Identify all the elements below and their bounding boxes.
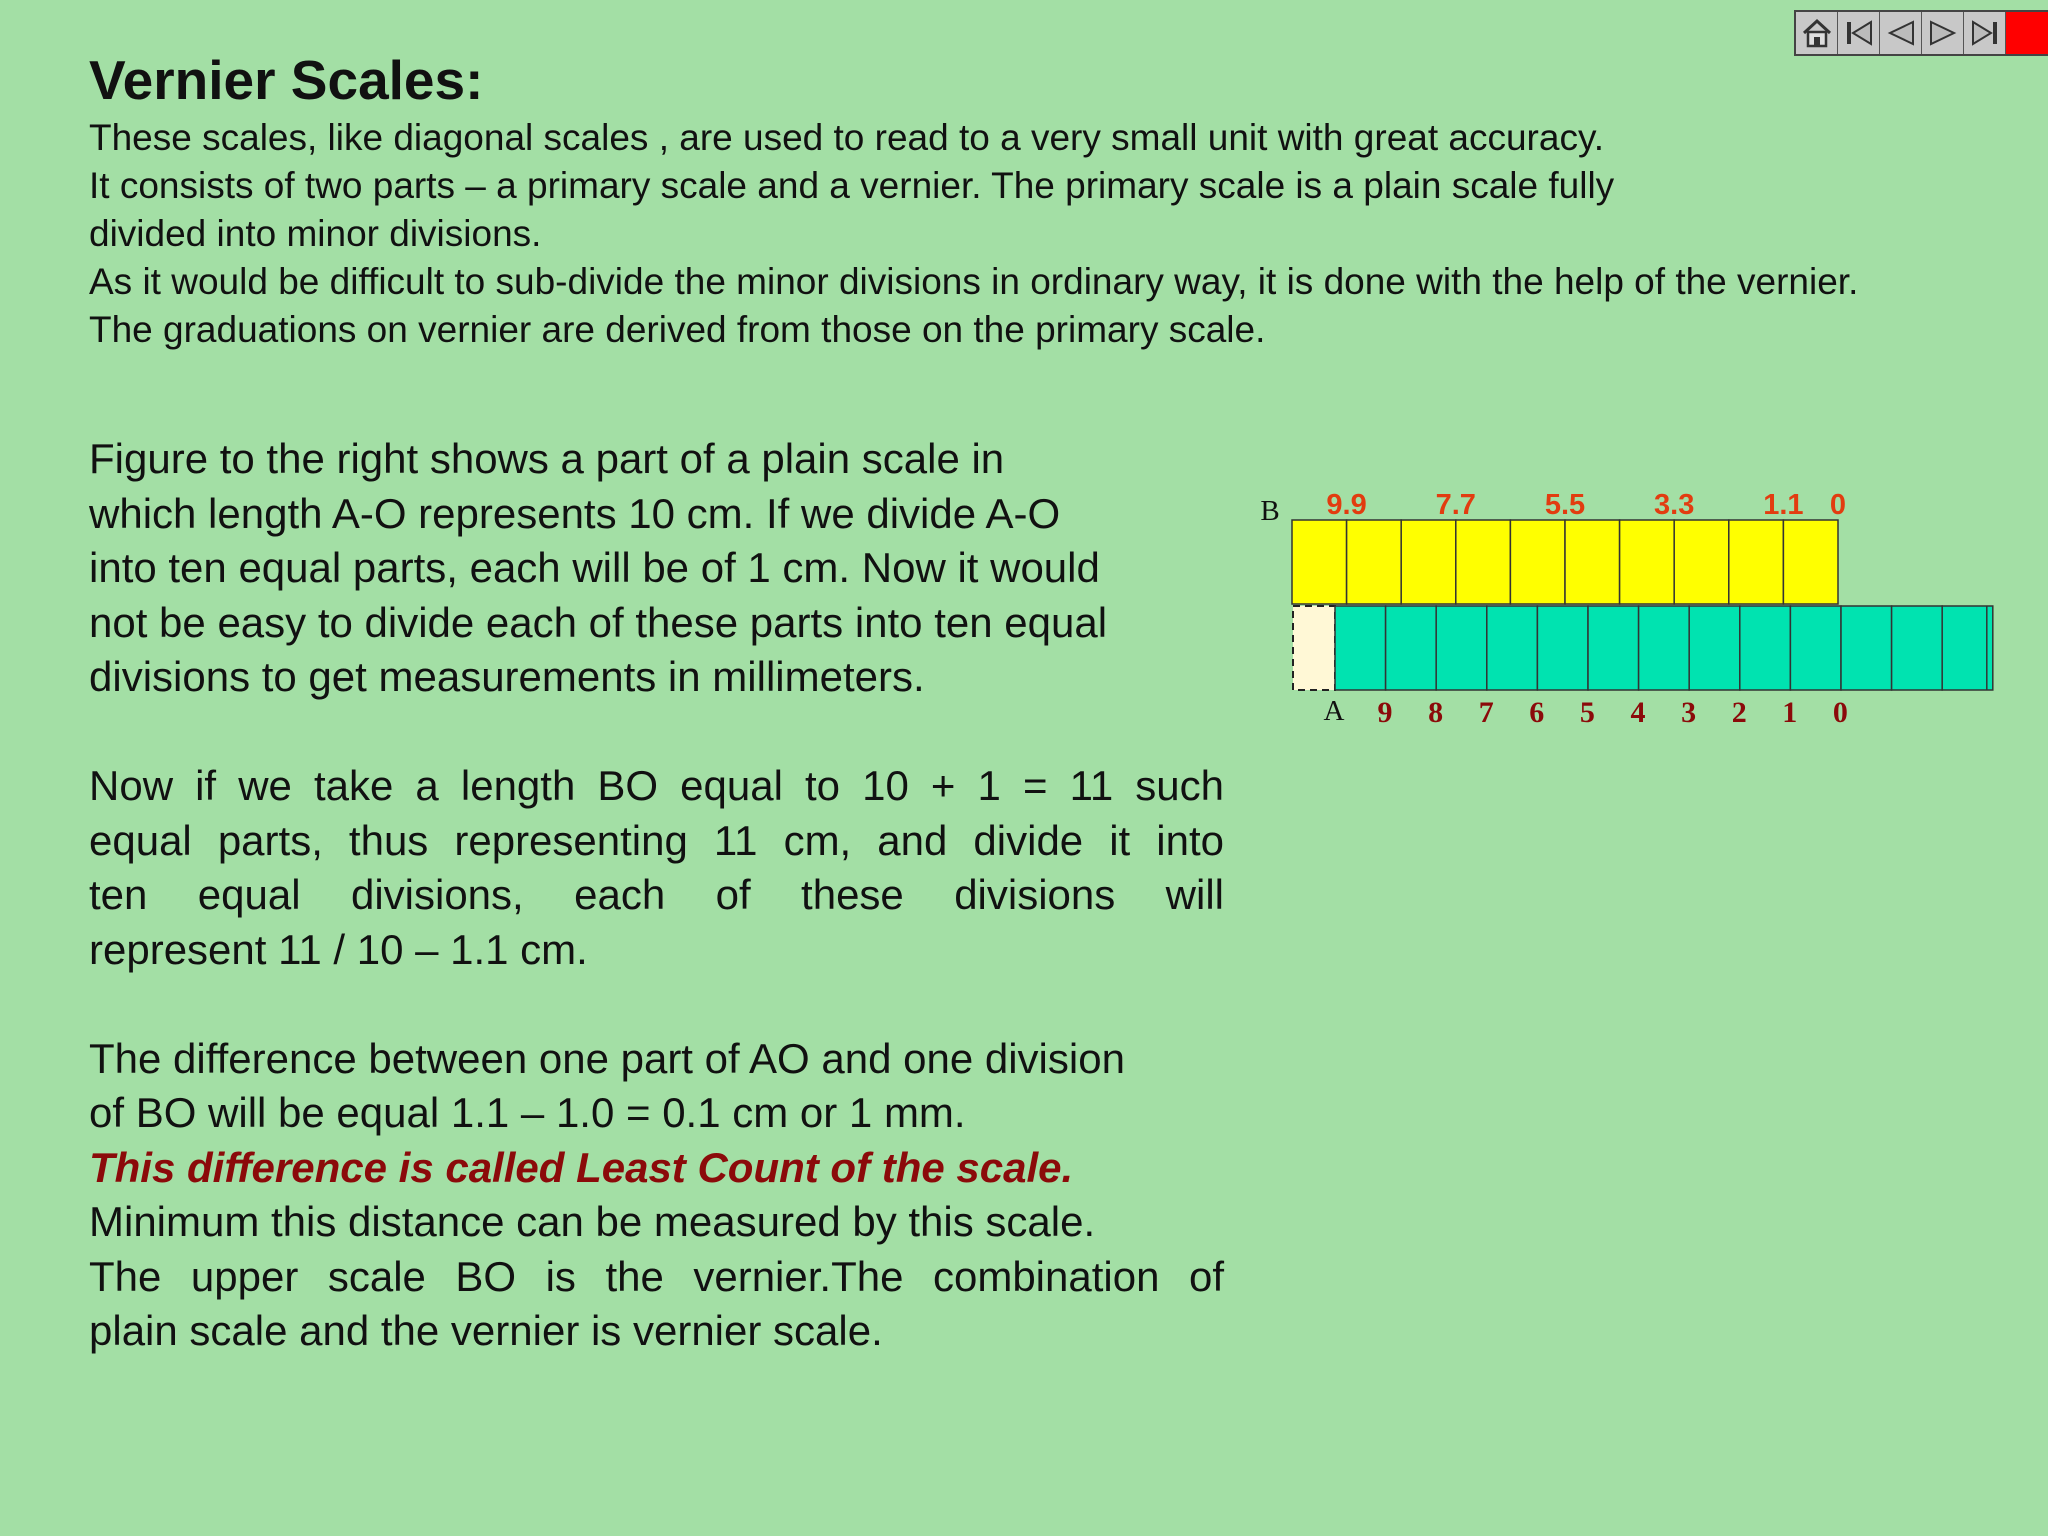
main-division bbox=[1892, 606, 1943, 690]
main-division bbox=[1487, 606, 1538, 690]
intro-line: The graduations on vernier are derived from those on the primary scale. bbox=[89, 309, 1266, 350]
intro-text bbox=[89, 114, 2009, 354]
paragraph3-line: of BO will be equal 1.1 – 1.0 = 0.1 cm or 1 mm. bbox=[89, 1089, 966, 1136]
home-icon bbox=[1800, 16, 1834, 50]
main-tick-label: 8 bbox=[1428, 696, 1444, 729]
vernier-division bbox=[1510, 520, 1565, 604]
label-b: B bbox=[1260, 495, 1280, 527]
main-tick-label: 1 bbox=[1782, 696, 1798, 729]
vernier-tick-label: 0 bbox=[1829, 489, 1847, 521]
vernier-division bbox=[1456, 520, 1511, 604]
intro-line: As it would be difficult to sub-divide the minor divisions in ordinary way, it is done with the help of the vernier. bbox=[89, 261, 1859, 302]
paragraph2-line: Now if we take a length BO equal to 10 + 1 = 11 such bbox=[89, 762, 1224, 809]
vernier-division bbox=[1674, 520, 1729, 604]
next-slide-icon bbox=[1926, 16, 1960, 50]
first-slide-icon bbox=[1842, 16, 1876, 50]
paragraph1-line: divisions to get measurements in millimeters. bbox=[89, 653, 925, 700]
vernier-division bbox=[1401, 520, 1456, 604]
home-button[interactable] bbox=[1796, 12, 1838, 54]
main-tick-label: 7 bbox=[1478, 696, 1494, 729]
main-division bbox=[1740, 606, 1791, 690]
paragraph2-line: ten equal divisions, each of these divisions will bbox=[89, 871, 1224, 918]
previous-slide-icon bbox=[1884, 16, 1918, 50]
vernier-tick-label: 9.9 bbox=[1326, 489, 1367, 521]
vernier-division bbox=[1565, 520, 1620, 604]
paragraph1-line: Figure to the right shows a part of a plain scale in bbox=[89, 435, 1005, 482]
vernier-scale-bo bbox=[1292, 520, 1838, 604]
main-tick-label: 9 bbox=[1377, 696, 1393, 729]
paragraph1-line: not be easy to divide each of these parts into ten equal bbox=[89, 598, 1108, 646]
main-tick-label: 3 bbox=[1681, 696, 1697, 729]
paragraph1-line: which length A-O represents 10 cm. If we divide A-O bbox=[89, 489, 1061, 537]
previous-slide-button[interactable] bbox=[1880, 12, 1922, 54]
last-slide-icon bbox=[1968, 16, 2002, 50]
intro-line: These scales, like diagonal scales , are used to read to a very small unit with great accuracy. bbox=[89, 117, 1604, 158]
vernier-division bbox=[1783, 520, 1838, 604]
vernier-tick-label: 3.3 bbox=[1654, 489, 1695, 521]
main-division bbox=[1790, 606, 1841, 690]
main-tick-label: 5 bbox=[1579, 696, 1595, 729]
main-division bbox=[1841, 606, 1892, 690]
vernier-division bbox=[1347, 520, 1402, 604]
main-division bbox=[1335, 606, 1386, 690]
main-division bbox=[1942, 606, 1993, 690]
main-division bbox=[1588, 606, 1639, 690]
paragraph-gap bbox=[89, 705, 1224, 760]
main-tick-label: 2 bbox=[1731, 696, 1747, 729]
main-division bbox=[1386, 606, 1437, 690]
main-tick-label: 4 bbox=[1630, 696, 1646, 729]
vernier-division bbox=[1620, 520, 1675, 604]
main-scale-extension-segment bbox=[1293, 606, 1335, 690]
main-division bbox=[1689, 606, 1740, 690]
main-tick-label: 6 bbox=[1529, 696, 1545, 729]
paragraph3-line: The difference between one part of AO and one division bbox=[89, 1034, 1125, 1082]
paragraph3-line: The upper scale BO is the vernier.The combination of bbox=[89, 1252, 1224, 1300]
stop-button[interactable] bbox=[2006, 12, 2048, 54]
explanation-text bbox=[89, 432, 1224, 1359]
paragraph2-line: equal parts, thus representing 11 cm, and divide it into bbox=[89, 816, 1224, 864]
first-slide-button[interactable] bbox=[1838, 12, 1880, 54]
slide-navigation bbox=[1794, 10, 2048, 56]
last-slide-button[interactable] bbox=[1964, 12, 2006, 54]
main-division bbox=[1639, 606, 1690, 690]
vernier-tick-label: 5.5 bbox=[1544, 489, 1586, 521]
least-count-emphasis: This difference is called Least Count of the scale. bbox=[89, 1143, 1074, 1191]
main-tick-label: 0 bbox=[1832, 696, 1848, 729]
vernier-tick-label: 7.7 bbox=[1435, 489, 1476, 521]
paragraph3-line: plain scale and the vernier is vernier scale. bbox=[89, 1307, 883, 1354]
paragraph2-line: represent 11 / 10 – 1.1 cm. bbox=[89, 925, 588, 973]
next-slide-button[interactable] bbox=[1922, 12, 1964, 54]
main-scale-ao bbox=[1293, 606, 1993, 690]
intro-line: divided into minor divisions. bbox=[89, 213, 542, 254]
slide-title: Vernier Scales: bbox=[89, 49, 484, 111]
vernier-division bbox=[1729, 520, 1784, 604]
paragraph1-line: into ten equal parts, each will be of 1 cm. Now it would bbox=[89, 544, 1100, 591]
paragraph3-line: Minimum this distance can be measured by this scale. bbox=[89, 1198, 1096, 1245]
paragraph-gap bbox=[89, 977, 1224, 1032]
main-division bbox=[1436, 606, 1487, 690]
intro-line: It consists of two parts – a primary scale and a vernier. The primary scale is a plain scale fully bbox=[89, 165, 1615, 206]
vernier-division bbox=[1292, 520, 1347, 604]
label-a: A bbox=[1323, 695, 1345, 727]
main-division bbox=[1537, 606, 1588, 690]
vernier-tick-label: 1.1 bbox=[1763, 489, 1804, 521]
vernier-scale-figure bbox=[1250, 470, 2010, 740]
